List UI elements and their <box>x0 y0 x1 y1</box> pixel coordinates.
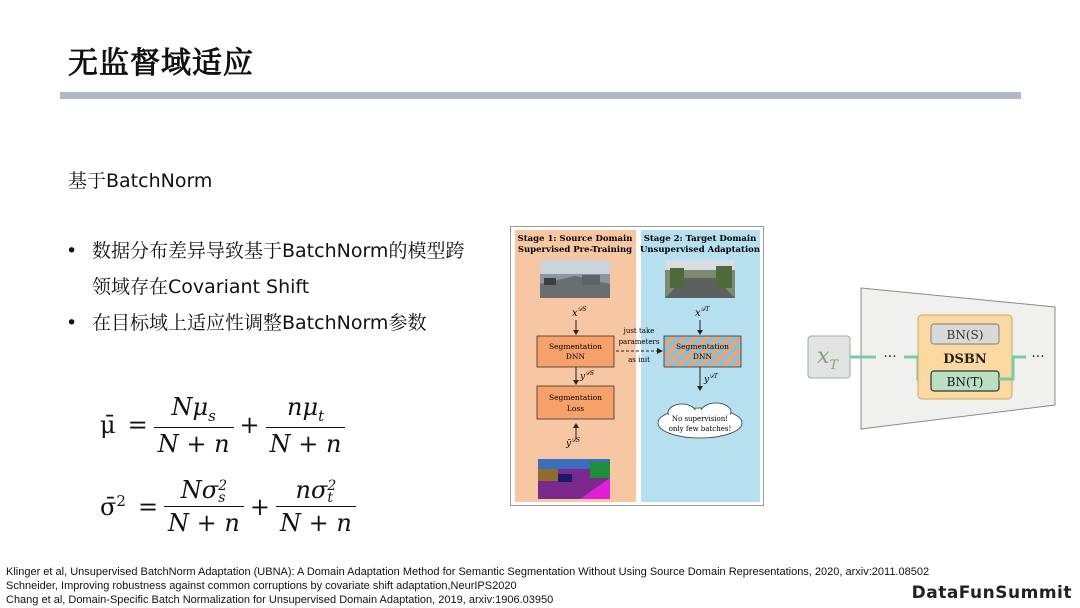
equals-sign: = <box>127 411 148 440</box>
reference-item: Schneider, Improving robustness against common corruptions by covariate shift adaptation,NeurIPS2020 <box>6 580 517 592</box>
denominator: N + n <box>269 429 342 458</box>
seg-loss-label: Segmentation <box>548 393 603 402</box>
numerator: Nσ 2 s <box>164 476 244 507</box>
target-seg-dnn-label: DNN <box>692 352 713 361</box>
target-seg-dnn-label: Segmentation <box>675 342 730 351</box>
target-input-label: $x^{𝒟T}$ <box>695 306 710 319</box>
ellipsis-right: ··· <box>1031 349 1045 365</box>
numerator: nσ 2 t <box>276 476 356 507</box>
numerator: $n\mu_t$ <box>266 393 346 428</box>
input-label: $x_T$ <box>817 344 839 373</box>
denominator: N + n <box>168 509 240 537</box>
variance-formula <box>100 476 356 537</box>
bullet-item-1 <box>66 233 496 305</box>
cloud-text: only few batches! <box>668 425 732 433</box>
dsbn-label: DSBN <box>943 352 987 367</box>
plus-sign: + <box>239 411 260 440</box>
stage1-subtitle: Supervised Pre-Training <box>517 245 633 255</box>
variance-lhs: σ̄$^2$ <box>100 492 126 521</box>
fraction <box>154 393 234 458</box>
fraction <box>266 393 346 458</box>
title-divider <box>60 92 1021 99</box>
reference-item: Chang et al, Domain-Specific Batch Normalization for Unsupervised Domain Adaptation, 2019, arxiv:1906.03950 <box>6 594 554 606</box>
bullet-dot: • <box>66 240 78 262</box>
bullet-list <box>66 233 496 341</box>
bullet-item-2 <box>66 305 496 341</box>
source-street-image <box>540 260 610 298</box>
mean-formula <box>100 393 345 458</box>
equals-sign: = <box>137 492 159 521</box>
target-output-label: $y^{𝒟T}$ <box>704 373 718 385</box>
mean-lhs: μ̄ <box>100 411 116 440</box>
section-subtitle: 基于BatchNorm <box>68 170 213 192</box>
target-street-image <box>665 260 735 298</box>
slide-title: 无监督域适应 <box>68 46 254 81</box>
bullet-line: 在目标域上适应性调整BatchNorm参数 <box>92 312 427 334</box>
stage1-title: Stage 1: Source Domain <box>517 234 633 244</box>
fraction <box>276 476 356 537</box>
source-seg-dnn-label: DNN <box>565 352 586 361</box>
stage2-subtitle: Unsupervised Adaptation <box>639 245 761 255</box>
transfer-label: as init <box>628 356 650 364</box>
ellipsis-left: ··· <box>883 349 897 365</box>
ubna-stage-diagram <box>510 226 764 506</box>
ground-truth-label: $ȳ^{𝒟S}$ <box>566 437 580 449</box>
dsbn-diagram <box>800 283 1058 433</box>
ground-truth-segmentation-image <box>538 459 610 499</box>
bullet-line: 数据分布差异导致基于BatchNorm的模型跨 <box>92 240 465 262</box>
plus-sign: + <box>249 492 270 521</box>
cloud-text: No supervision! <box>671 415 729 423</box>
references <box>6 565 929 607</box>
transfer-label: just take <box>623 327 655 335</box>
bullet-dot: • <box>66 312 78 334</box>
numerator: $N\mu_s$ <box>154 393 234 428</box>
denominator: N + n <box>157 429 230 458</box>
bullet-line: 领域存在Covariant Shift <box>92 276 310 298</box>
seg-loss-box <box>537 386 614 419</box>
reference-item: Klinger et al, Unsupervised BatchNorm Adaptation (UBNA): A Domain Adaptation Method for Semantic Segmentation Without Using Source Domain Representations, 2020, arxiv:2011.08502 <box>6 566 930 578</box>
fraction <box>164 476 244 537</box>
bn-t-label: BN(T) <box>946 375 984 389</box>
source-input-label: $x^{𝒟S}$ <box>572 306 587 319</box>
bn-s-label: BN(S) <box>946 328 984 342</box>
transfer-label: parameters <box>618 338 660 346</box>
stage2-title: Stage 2: Target Domain <box>643 234 757 244</box>
source-output-label: $y^{𝒟S}$ <box>580 370 594 382</box>
source-seg-dnn-label: Segmentation <box>548 342 603 351</box>
seg-loss-label: Loss <box>566 404 585 413</box>
denominator: N + n <box>279 509 352 537</box>
brand-logo: DataFunSummit <box>911 583 1072 603</box>
